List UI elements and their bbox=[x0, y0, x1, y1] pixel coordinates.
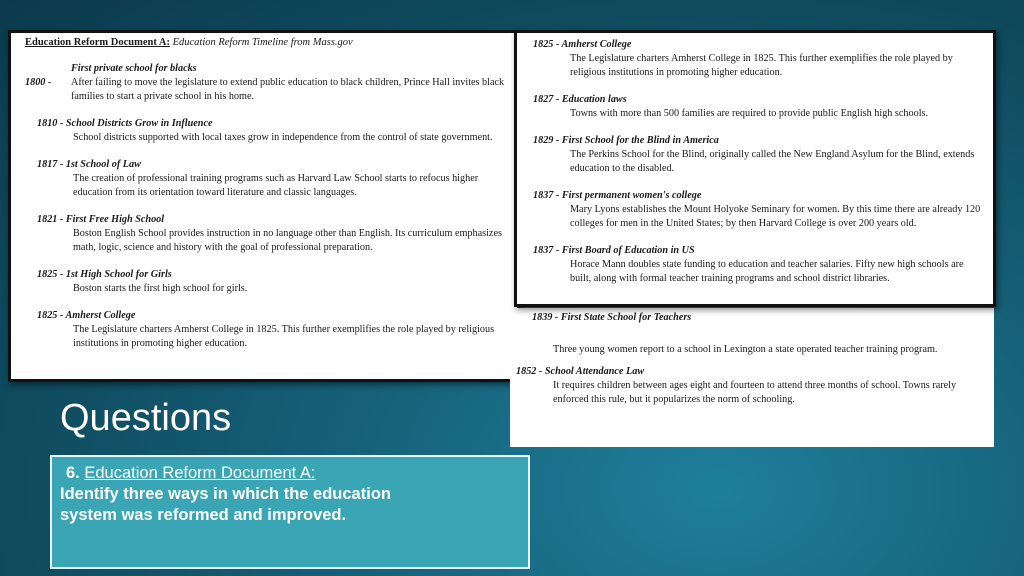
entry-title: 1st High School for Girls bbox=[65, 269, 172, 280]
entry-year: 1817 - bbox=[37, 159, 64, 170]
entry-body: Horace Mann doubles state funding to education and teacher salaries. Fifty new high schools are built, along with formal teacher training programs and school district libraries. bbox=[570, 259, 964, 284]
entry-year: 1825 - bbox=[37, 310, 64, 321]
entry-title: School Districts Grow in Influence bbox=[65, 118, 213, 129]
entry-body: Towns with more than 500 families are required to provide public English high schools. bbox=[570, 108, 929, 119]
entry-year: 1810 - bbox=[37, 118, 64, 129]
timeline-entry bbox=[25, 268, 505, 296]
entry-title: Amherst College bbox=[561, 39, 632, 50]
timeline-entry bbox=[25, 158, 505, 200]
entry-body: The Legislature charters Amherst College in 1825. This further exemplifies the role played by religious institutions in promoting higher education. bbox=[570, 53, 953, 78]
timeline-entry bbox=[25, 117, 505, 145]
entry-body: It requires children between ages eight and fourteen to attend three months of school. Towns rarely enforced this rule, but it popularizes the norm of schooling. bbox=[553, 380, 957, 405]
entry-year: 1825 - bbox=[533, 39, 560, 50]
entry-body: The Legislature charters Amherst College in 1825. This further exemplifies the role played by religious institutions in promoting higher education. bbox=[73, 324, 495, 349]
timeline-document-continued bbox=[510, 308, 994, 447]
entry-body: After failing to move the legislature to extend public education to black children, Prince Hall invites black families to start a private school in his home. bbox=[71, 77, 505, 102]
entry-body: The Perkins School for the Blind, originally called the New England Asylum for the Blind, extends education to the disabled. bbox=[570, 149, 975, 174]
question-text: Identify three ways in which the education system was reformed and improved. bbox=[60, 485, 391, 524]
entry-body: Boston starts the first high school for girls. bbox=[73, 283, 248, 294]
entry-title: Education laws bbox=[561, 94, 627, 105]
entry-year: 1839 - bbox=[532, 312, 559, 323]
timeline-entry bbox=[533, 134, 983, 176]
question-box bbox=[50, 455, 530, 569]
entry-year: 1852 - bbox=[516, 366, 543, 377]
entry-title: First Free High School bbox=[65, 214, 165, 225]
document-header bbox=[25, 36, 505, 50]
timeline-document-right bbox=[514, 30, 996, 307]
entry-title: First private school for blacks bbox=[71, 63, 197, 74]
entry-body: Boston English School provides instruction in no language other than English. Its curriculum emphasizes math, logic, science and history with the goal of professional preparation. bbox=[73, 228, 502, 253]
entry-body: School districts supported with local taxes grow in independence from the control of state government. bbox=[73, 132, 493, 143]
timeline-entry bbox=[533, 38, 983, 80]
entry-body: Mary Lyons establishes the Mount Holyoke Seminary for women. By this time there are already 120 colleges for men in the United States; by then Harvard College is over 200 years old. bbox=[570, 204, 981, 229]
entry-year: 1837 - bbox=[533, 245, 560, 256]
question-document-reference: Education Reform Document A: bbox=[84, 464, 316, 482]
entry-title: 1st School of Law bbox=[65, 159, 141, 170]
entry-title: First Board of Education in US bbox=[561, 245, 695, 256]
document-subtitle: Education Reform Timeline from Mass.gov bbox=[169, 37, 353, 48]
entry-title: First permanent women's college bbox=[561, 190, 702, 201]
timeline-entry bbox=[533, 189, 983, 231]
entry-year: 1827 - bbox=[533, 94, 560, 105]
timeline-entry bbox=[25, 62, 505, 104]
entry-title: Amherst College bbox=[65, 310, 136, 321]
timeline-entry bbox=[25, 309, 505, 351]
question-number: 6. bbox=[66, 464, 80, 482]
questions-heading: Questions bbox=[60, 397, 232, 439]
timeline-entry bbox=[516, 365, 986, 407]
entry-year: 1825 - bbox=[37, 269, 64, 280]
entry-year: 1829 - bbox=[533, 135, 560, 146]
entry-title: First State School for Teachers bbox=[560, 312, 692, 323]
document-label: Education Reform Document A: bbox=[25, 37, 170, 48]
timeline-document-left bbox=[8, 30, 520, 382]
timeline-entry bbox=[533, 244, 983, 286]
entry-body: Three young women report to a school in Lexington a state operated teacher training program. bbox=[553, 344, 938, 355]
timeline-entry bbox=[533, 93, 983, 121]
timeline-entry bbox=[516, 311, 986, 357]
entry-title: School Attendance Law bbox=[544, 366, 645, 377]
entry-year: 1821 - bbox=[37, 214, 64, 225]
entry-body: The creation of professional training programs such as Harvard Law School starts to refocus higher education from its orientation toward literature and classic languages. bbox=[73, 173, 479, 198]
timeline-entry bbox=[25, 213, 505, 255]
entry-year: 1837 - bbox=[533, 190, 560, 201]
entry-title: First School for the Blind in America bbox=[561, 135, 719, 146]
entry-year: 1800 - bbox=[25, 77, 52, 88]
